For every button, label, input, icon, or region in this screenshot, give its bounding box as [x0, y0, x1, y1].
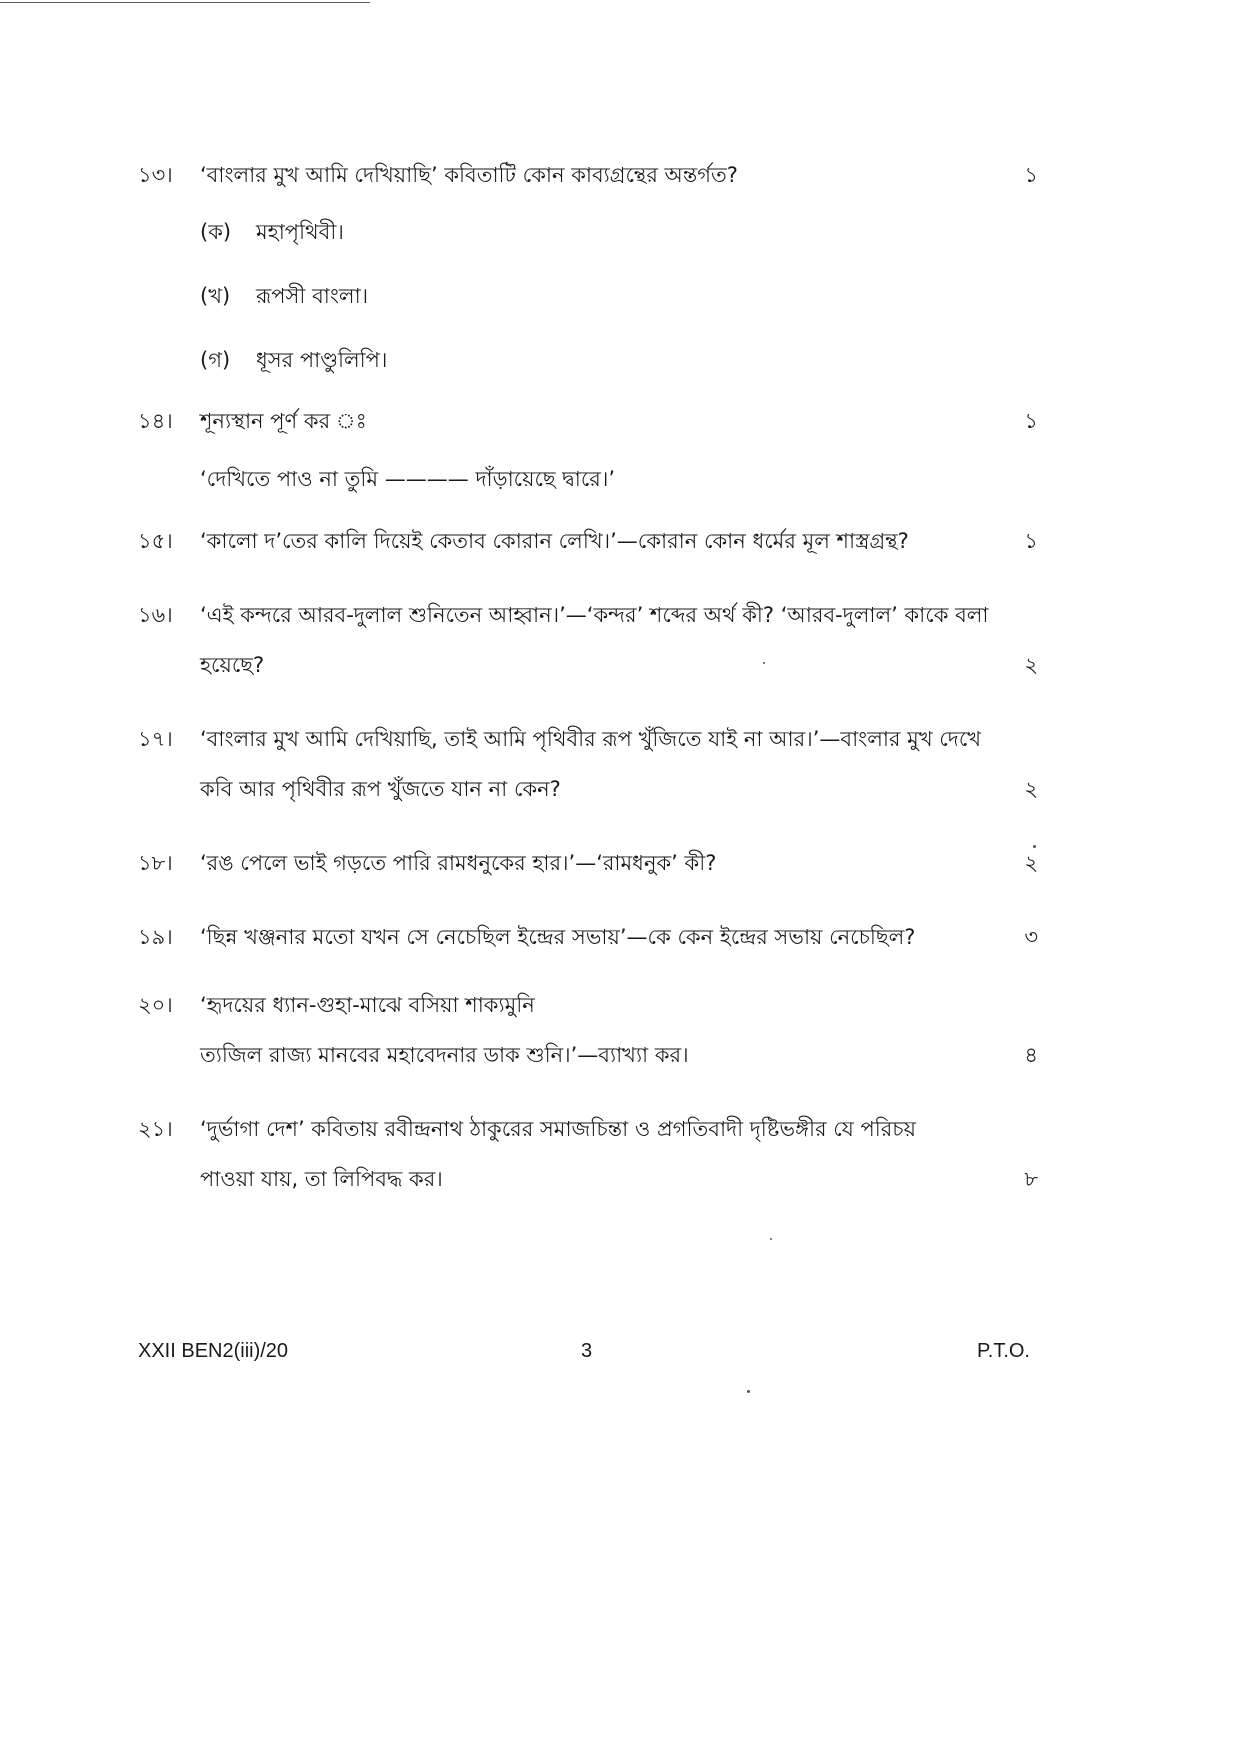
option-ga: [200, 328, 1038, 392]
question-text-line-1: ‘হৃদয়ের ধ্যান-গুহা-মাঝে বসিয়া শাক্যমুনি: [200, 993, 535, 1017]
question-mark: ১: [1024, 529, 1038, 553]
question-mark: ১: [1024, 163, 1038, 187]
question-text: ‘কালো দ’তের কালি দিয়েই কেতাব কোরান লেখি।’—কোরান কোন ধর্মের মূল শাস্ত্রগ্রন্থ?: [200, 529, 909, 553]
option-label: (ক): [200, 220, 232, 244]
question-text-line-1: ‘দুর্ভাগা দেশ’ কবিতায় রবীন্দ্রনাথ ঠাকুরের সমাজচিন্তা ও প্রগতিবাদী দৃষ্টিভঙ্গীর যে পরিচয়: [200, 1117, 917, 1141]
option-text: ধূসর পাণ্ডুলিপি।: [256, 348, 388, 372]
question-16: [138, 590, 1038, 690]
question-text-line-2: হয়েছে?: [200, 653, 265, 677]
question-mark: ২: [1024, 851, 1038, 875]
question-number: ১৩।: [138, 163, 173, 187]
question-text: ‘বাংলার মুখ আমি দেখিয়াছি’ কবিতাটি কোন কাব্যগ্রন্থের অন্তর্গত?: [200, 163, 738, 187]
question-mark: ৪: [1024, 1043, 1038, 1067]
question-15: [138, 516, 1038, 566]
question-number: ২০।: [138, 993, 173, 1017]
question-number: ১৫।: [138, 529, 173, 553]
question-13: [138, 150, 1038, 200]
question-mark: ১: [1024, 409, 1038, 433]
question-19: [138, 912, 1038, 962]
question-mark: ৮: [1024, 1167, 1038, 1191]
option-label: (গ): [200, 348, 231, 372]
question-14: [138, 396, 1038, 446]
question-number: ১৭।: [138, 727, 173, 751]
question-text: ‘রঙ পেলে ভাই গড়তে পারি রামধনুকের হার।’—‘রামধনুক’ কী?: [200, 851, 717, 875]
question-text: ‘ছিন্ন খঞ্জনার মতো যখন সে নেচেছিল ইন্দ্রের সভায়’—কে কেন ইন্দ্রের সভায় নেচেছিল?: [200, 925, 916, 949]
question-17: [138, 714, 1038, 814]
scan-top-rule: [0, 2, 370, 3]
question-text-line-2: ত্যজিল রাজ্য মানবের মহাবেদনার ডাক শুনি।’—ব্যাখ্যা কর।: [200, 1043, 689, 1067]
page-footer: [138, 1340, 1038, 1380]
question-text-line-2: কবি আর পৃথিবীর রূপ খুঁজতে যান না কেন?: [200, 777, 561, 801]
scan-speck: [770, 1238, 772, 1240]
question-page: [138, 150, 1038, 1204]
option-ka: [200, 200, 1038, 264]
question-18: [138, 838, 1038, 888]
option-text: রূপসী বাংলা।: [256, 284, 369, 308]
question-text: শূন্যস্থান পূর্ণ কর ঃ: [200, 409, 367, 433]
question-text-line-1: ‘এই কন্দরে আরব-দুলাল শুনিতেন আহ্বান।’—‘কন্দর’ শব্দের অর্থ কী? ‘আরব-দুলাল’ কাকে বলা: [200, 603, 989, 627]
question-21: [138, 1104, 1038, 1204]
scan-speck: [747, 1390, 750, 1393]
question-mark: ২: [1024, 777, 1038, 801]
option-text: মহাপৃথিবী।: [256, 220, 344, 244]
please-turn-over: P.T.O.: [977, 1340, 1030, 1362]
question-20: [138, 980, 1038, 1080]
question-mark: ৩: [1024, 925, 1038, 949]
fill-in-blank-line: ‘দেখিতে পাও না তুমি ———— দাঁড়ায়েছে দ্বারে।’: [200, 467, 616, 491]
question-number: ১৬।: [138, 603, 173, 627]
scan-speck: [1033, 845, 1036, 848]
question-mark: ২: [1024, 653, 1038, 677]
paper-code: XXII BEN2(iii)/20: [138, 1340, 289, 1362]
option-label: (খ): [200, 284, 231, 308]
option-kha: [200, 264, 1038, 328]
question-number: ২১।: [138, 1117, 173, 1141]
question-text-line-2: পাওয়া যায়, তা লিপিবদ্ধ কর।: [200, 1167, 443, 1191]
question-number: ১৪।: [138, 409, 173, 433]
scan-speck: [763, 662, 765, 664]
question-number: ১৯।: [138, 925, 173, 949]
question-text-line-1: ‘বাংলার মুখ আমি দেখিয়াছি, তাই আমি পৃথিবীর রূপ খুঁজিতে যাই না আর।’—বাংলার মুখ দেখে: [200, 727, 982, 751]
question-number: ১৮।: [138, 851, 173, 875]
page-number: 3: [581, 1340, 593, 1362]
